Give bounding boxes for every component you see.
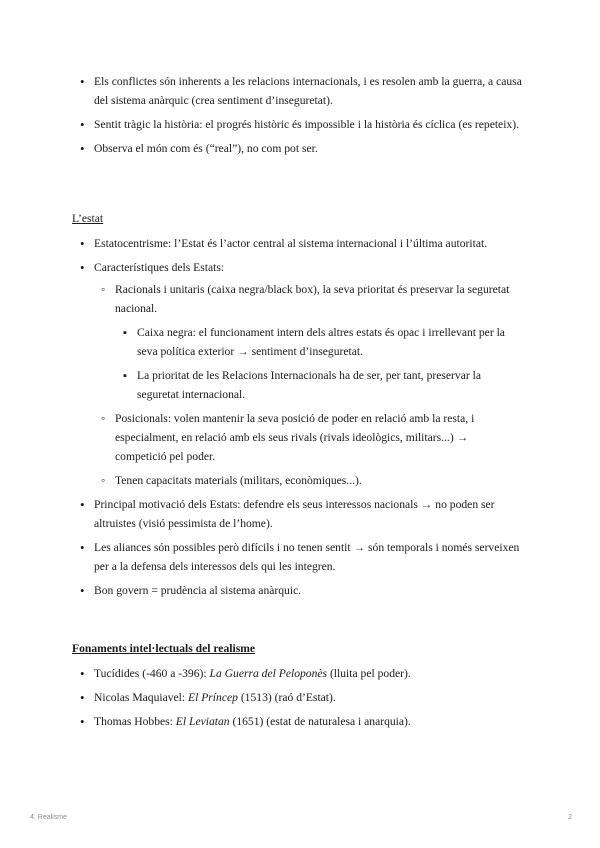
list-item-text: Estatocentrisme: l’Estat és l’actor central al sistema internacional i l’última autoritat. xyxy=(94,237,488,250)
sublist-item xyxy=(115,409,522,466)
circle-bullet-icon xyxy=(101,471,105,490)
section-heading-estat: L’estat xyxy=(72,212,104,225)
work-title: La Guerra del Peloponès xyxy=(209,667,328,680)
circle-bullet-icon xyxy=(101,409,105,428)
characteristics-sublist xyxy=(94,280,522,490)
sublist-item-text: Racionals i unitaris (caixa negra/black box), la seva prioritat és preservar la seguretat nacional. xyxy=(115,283,510,315)
sublist-item-text: Posicionals: volen mantenir la seva posició de poder en relació amb la resta, i especialment, en relació amb els seus rivals (rivals ideològics, militars...) → competició pel poder. xyxy=(115,412,475,463)
footer-page-number: 2 xyxy=(568,814,572,821)
list-item-text: Característiques dels Estats: xyxy=(94,261,225,274)
list-item xyxy=(0,712,600,731)
estat-bullet-list xyxy=(0,234,600,605)
bullet-icon xyxy=(80,115,85,135)
intro-bullet-list xyxy=(0,72,600,163)
list-item xyxy=(0,234,600,253)
list-item-text: Observa el món com és (“real”), no com pot ser. xyxy=(94,142,318,155)
author-text: Nicolas Maquiavel: xyxy=(94,691,189,704)
circle-bullet-icon xyxy=(101,280,105,299)
list-item xyxy=(0,538,600,576)
list-item xyxy=(0,581,600,600)
bullet-icon xyxy=(80,664,85,684)
list-item xyxy=(0,688,600,707)
list-item-text: Els conflictes són inherents a les relacions internacionals, i es resolen amb la guerra, a causa del sistema anàrquic (crea sentiment d’inseguretat). xyxy=(94,75,522,107)
list-item-text: Sentit tràgic la història: el progrés històric és impossible i la història és cíclica (es repeteix). xyxy=(94,118,519,131)
work-note: (1513) (raó d’Estat). xyxy=(237,691,336,704)
bullet-icon xyxy=(80,495,85,515)
work-title: El Príncep xyxy=(188,691,238,704)
sub-sublist-item-text: La prioritat de les Relacions Internacionals ha de ser, per tant, preservar la seguretat internacional. xyxy=(137,369,481,401)
sublist-item xyxy=(115,280,522,404)
sub-sublist-item-text: Caixa negra: el funcionament intern dels altres estats és opac i irrellevant per la seva política exterior → sentiment d’inseguretat. xyxy=(137,326,505,358)
bullet-icon xyxy=(80,139,85,159)
sub-sublist-item xyxy=(137,366,522,404)
list-item-text: Principal motivació dels Estats: defendre els seus interessos nacionals → no poden ser altruistes (visió pessimista de l’home). xyxy=(94,498,495,530)
sub-sublist-item xyxy=(137,323,522,361)
work-note: (1651) (estat de naturalesa i anarquia). xyxy=(229,715,411,728)
sublist-item-text: Tenen capacitats materials (militars, econòmiques...). xyxy=(115,474,362,487)
list-item-text: Les aliances són possibles però difícils i no tenen sentit → són temporals i només serveixen per a la defensa dels interessos dels qui les integren. xyxy=(94,541,520,573)
bullet-icon xyxy=(80,581,85,601)
bullet-icon xyxy=(80,234,85,254)
list-item xyxy=(0,495,600,533)
section-heading-fonaments: Fonaments intel·lectuals del realisme xyxy=(72,642,256,655)
black-box-sublist xyxy=(115,323,522,404)
sublist-item xyxy=(115,471,522,490)
bullet-icon xyxy=(80,258,85,278)
fonaments-bullet-list xyxy=(0,664,600,736)
author-text: Thomas Hobbes: xyxy=(94,715,176,728)
bullet-icon xyxy=(80,538,85,558)
work-note: (lluita pel poder). xyxy=(327,667,411,680)
square-bullet-icon xyxy=(123,323,127,343)
square-bullet-icon xyxy=(123,366,127,386)
list-item xyxy=(0,139,600,158)
bullet-icon xyxy=(80,72,85,92)
list-item xyxy=(0,72,600,110)
footer-chapter-label: 4. Realisme xyxy=(30,814,67,821)
list-item xyxy=(0,115,600,134)
list-item xyxy=(0,664,600,683)
list-item xyxy=(0,258,600,490)
bullet-icon xyxy=(80,688,85,708)
list-item-text: Bon govern = prudència al sistema anàrquic. xyxy=(94,584,302,597)
work-title: El Leviatan xyxy=(175,715,230,728)
bullet-icon xyxy=(80,712,85,732)
author-text: Tucídides (-460 a -396): xyxy=(94,667,210,680)
